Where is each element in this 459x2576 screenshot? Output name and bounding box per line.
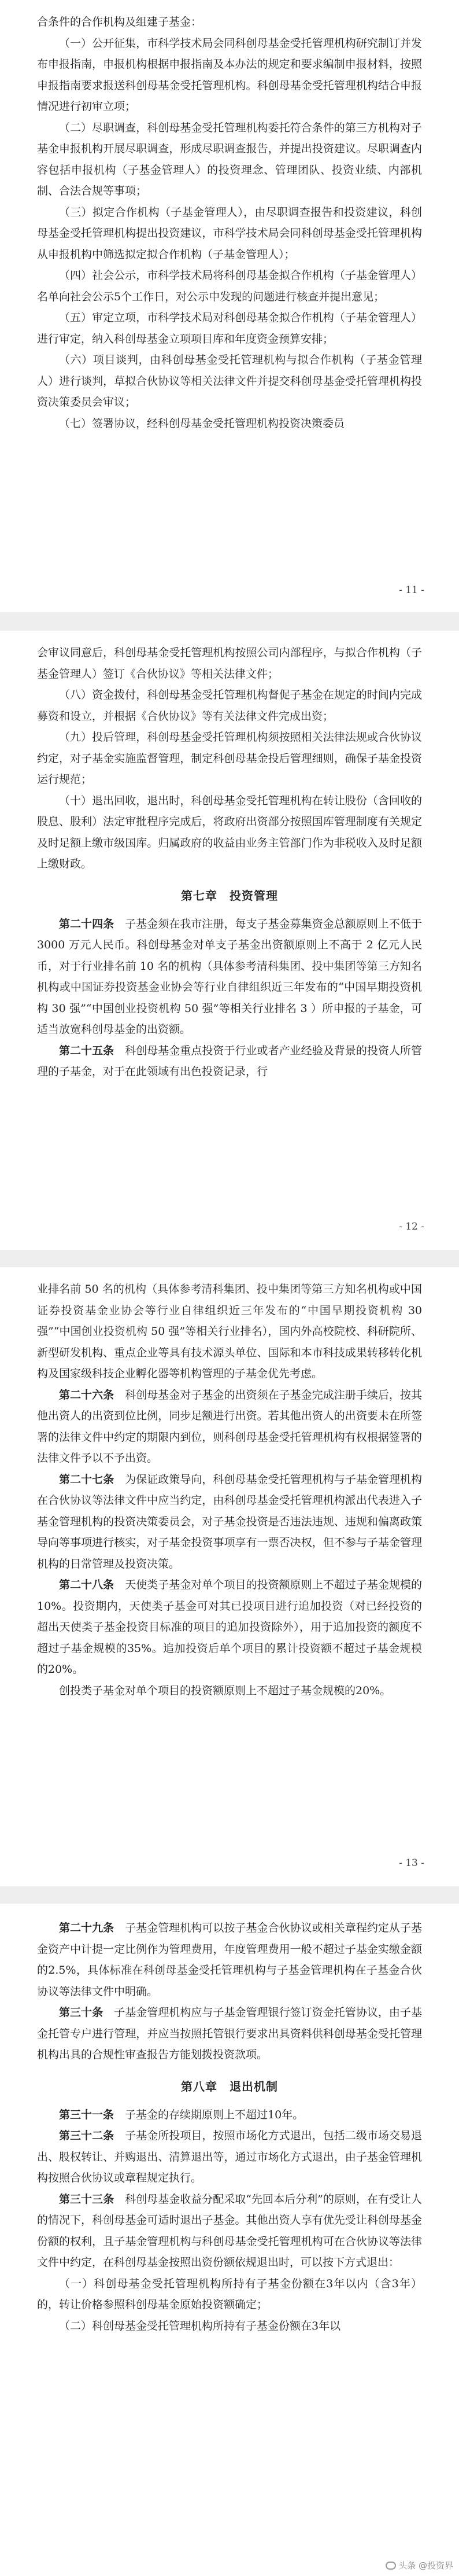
- page-number: - 13 -: [399, 1857, 424, 1869]
- paragraph: [37, 33, 422, 117]
- paragraph: [37, 790, 422, 875]
- paragraph: [37, 914, 422, 1040]
- paragraph: [37, 1680, 422, 1702]
- paragraph-text: 科创母基金对子基金的出资须在子基金完成注册手续后，按其他出资人的出资到位比例，同步足额进行出资。若其他出资人的出资要未在所签署的法律文件中约定的期限内到位，则科创母基金受托管理机构有权根据签署的法律文件予以不予出资。: [37, 1388, 422, 1464]
- paragraph-text: （一）公开征集，市科学技术局会同科创母基金受托管理机构研究制订并发布申报指南，申报机构根据申报指南及本办法的规定和要求编制申报材料，按照申报指南要求报送科创母基金受托管理机构。科创母基金受托管理机构结合申报情况进行初审立项；: [37, 36, 422, 113]
- page-4-body: [37, 1918, 422, 2336]
- paragraph: [37, 1469, 422, 1575]
- paragraph-text: （二）尽职调查，科创母基金受托管理机构委托符合条件的第三方机构对子基金申报机构开展尽职调查，形成尽职调查报告，并提出投资建议。尽职调查内容包括申报机构（子基金管理人）的投资理念、管理团队、投资业绩、内部机制、合法合规等事项；: [37, 121, 422, 197]
- paragraph-text: （十）退出回收，退出时，科创母基金受托管理机构在转让股份（含回收的股息、股利）法定审批程序完成后，将政府出资部分按照国库管理制度有关规定及时足额上缴市级国库。归属政府的收益由业务主管部门作为非税收入及时足额上缴财政。: [37, 794, 422, 870]
- paragraph-text: （五）审定立项，市科学技术局对科创母基金拟合作机构（子基金管理人）进行审定，纳入科创母基金立项项目库和年度资金预算安排；: [37, 311, 422, 345]
- paragraph-text: 子基金的存续期原则上不超过10年。: [125, 2108, 304, 2121]
- paragraph-text: 科创母基金收益分配采取“先回本后分利”的原则，在有受让人的情况下，科创母基金可适时退出子基金。其他出资人享有优先受让科创母基金份额的权利，且子基金管理机构与科创母基金受托管理机构可在合伙协议等法律文件中约定，在科创母基金按照出资份额依规退出时，可以按下方式退出：: [37, 2192, 422, 2269]
- paragraph-text: 子基金所投项目，按照市场化方式退出，包括二级市场交易退出、股权转让、并购退出、清算退出等，通过市场化方式退出，由子基金管理机构按照合伙协议或章程规定执行。: [37, 2129, 422, 2184]
- paragraph: [37, 265, 422, 307]
- paragraph-text: 业排名前 50 名的机构（具体参考清科集团、投中集团等第三方知名机构或中国证券投资基金业协会等行业自律组织近三年发布的“中国早期投资机构 30 强”“中国创业投资机构 50 强”等相关行业排名），国内外高校院校、科研院所、新型研发机构、重点企业等具有技术源头单位、国际和本市科技成果转移转化机构及国家级科技企业孵化器等机构管理的子基金优先考虑。: [37, 1283, 422, 1380]
- paragraph: [37, 2125, 422, 2189]
- paragraph-text: 创投类子基金对单个项目的投资额原则上不超过子基金规模的20%。: [59, 1684, 391, 1697]
- article-label: 第三十三条: [59, 2192, 114, 2206]
- paragraph: [37, 642, 422, 685]
- paragraph-text: （九）投后管理，科创母基金受托管理机构须按照相关法律法规或合伙协议约定，对子基金实施监督管理，制定科创母基金投后管理细则，确保子基金投资运行规范；: [37, 731, 422, 786]
- chapter-heading: 第七章 投资管理: [181, 888, 278, 903]
- paragraph: [37, 202, 422, 266]
- paragraph-text: 子基金须在我市注册，每支子基金募集资金总额原则上不低于 3000 万元人民币。科创母基金对单支子基金出资额原则上不高于 2 亿元人民币，对于行业排名前 10 名的机构（具体参考清科集团、投中集团等第三方知名机构或中国证券投资基金业协会等行业自律组织近三年发布的“中国早期投资机构 30 强”“中国创业投资机构 50 强”等相关行业排名 3 ）所申报的子基金，可适当放宽科创母基金的出资额。: [37, 917, 422, 1036]
- paragraph-text: （八）资金拨付，科创母基金受托管理机构督促子基金在规定的时间内完成募资和设立，并根据《合伙协议》等有关法律文件完成出资；: [37, 689, 422, 723]
- paragraph: [37, 2002, 422, 2066]
- paragraph-text: （七）签署协议，经科创母基金受托管理机构投资决策委员: [59, 417, 345, 430]
- page-1-body: [37, 12, 422, 434]
- page-number: - 11 -: [399, 584, 424, 596]
- paragraph-text: （三）拟定合作机构（子基金管理人），由尽职调查报告和投资建议，科创母基金受托管理机构提出投资建议，市科学技术局会同科创母基金受托管理机构从申报机构中筛选拟定拟合作机构（子基金管理人）；: [37, 205, 422, 261]
- paragraph: [37, 2316, 422, 2337]
- paragraph: [37, 117, 422, 202]
- article-label: 第二十四条: [59, 917, 114, 930]
- paragraph: [37, 12, 422, 33]
- paragraph: [37, 1918, 422, 2002]
- paragraph: [37, 1574, 422, 1680]
- document-page-4: [0, 1904, 459, 2576]
- paragraph-text: 子基金管理机构应与子基金管理银行签订资金托管协议，由子基金托管专户进行管理，并应当按照托管银行要求出具资料供科创母基金受托管理机构出具的合规性审查报告方能划拨投资款项。: [37, 2006, 422, 2061]
- page-number: - 12 -: [399, 1221, 424, 1232]
- watermark: [386, 2559, 453, 2571]
- paragraph-text: （二）科创母基金受托管理机构所持有子基金份额在3年以: [59, 2319, 341, 2332]
- paragraph-text: （四）社会公示，市科学技术局将科创母基金拟合作机构（子基金管理人）名单向社会公示5个工作日，对公示中发现的问题进行核查并提出意见；: [37, 269, 422, 303]
- paragraph-text: （一）科创母基金受托管理机构所持有子基金份额在3年以内（含3年）的，转让价格参照科创母基金原始投资额确定；: [37, 2277, 422, 2311]
- paragraph-text: （六）项目谈判，由科创母基金受托管理机构与拟合作机构（子基金管理人）进行谈判，草拟合伙协议等相关法律文件并提交科创母基金受托管理机构投资决策委员会审议；: [37, 354, 422, 409]
- document-page-1: [0, 0, 459, 612]
- page-3-body: [37, 1279, 422, 1701]
- paragraph: [37, 1385, 422, 1469]
- page-2-body: [37, 642, 422, 1083]
- document-page-2: [0, 631, 459, 1250]
- paragraph: [37, 413, 422, 435]
- paragraph-text: 子基金管理机构可以按子基金合伙协议或相关章程约定从子基金资产中计提一定比例作为管理费用，年度管理费用一般不超过子基金实缴金额的2.5%，具体标准在科创母基金受托管理机构与子基金管理机构在子基金合伙协议等法律文件中明确。: [37, 1922, 422, 1998]
- eye-icon: [386, 2562, 396, 2570]
- article-label: 第三十一条: [59, 2108, 114, 2121]
- article-label: 第三十二条: [59, 2129, 114, 2142]
- article-label: 第二十六条: [59, 1388, 114, 1401]
- article-label: 第三十条: [59, 2006, 103, 2019]
- document-page-3: [0, 1267, 459, 1886]
- paragraph: [37, 1279, 422, 1385]
- chapter-heading: 第八章 退出机制: [181, 2079, 278, 2093]
- paragraph-text: 合条件的合作机构及组建子基金：: [37, 16, 202, 28]
- watermark-text: 头条 @投资界: [398, 2560, 453, 2571]
- paragraph: [37, 349, 422, 413]
- paragraph-text: 为保证政策导向，科创母基金受托管理机构与子基金管理机构在合伙协议等法律文件中应当约定，由科创母基金受托管理机构派出代表进入子基金管理机构的投资决策委员会，对子基金投资是否违法违规、违规和偏离政策导向等事项进行核实，对子基金投资事项享有一票否决权，但不参与子基金管理机构的日常管理及投资决策。: [37, 1473, 422, 1570]
- paragraph: [37, 2189, 422, 2273]
- paragraph: [37, 685, 422, 727]
- paragraph-text: 天使类子基金对单个项目的投资额原则上不超过子基金规模的10%。投资期内，天使类子基金可对其已投项目进行追加投资（对已经投资的超出天使类子基金投资目标准的项目的追加投资除外），用于追加投资的额度不超过子基金规模的35%。追加投资后单个项目的累计投资额不超过子基金规模的20%。: [37, 1578, 422, 1676]
- paragraph: [37, 727, 422, 790]
- article-label: 第二十五条: [59, 1044, 114, 1057]
- article-label: 第二十七条: [59, 1473, 114, 1486]
- paragraph: [37, 2273, 422, 2316]
- article-label: 第二十九条: [59, 1922, 114, 1934]
- paragraph: [37, 1040, 422, 1083]
- paragraph-text: 会审议同意后，科创母基金受托管理机构按照公司内部程序，与拟合作机构（子基金管理人）签订《合伙协议》等相关法律文件；: [37, 646, 422, 680]
- paragraph: [37, 2104, 422, 2126]
- paragraph-text: 科创母基金重点投资于行业或者产业经验及背景的投资人所管理的子基金，对于在此领域有出色投资记录，行: [37, 1044, 422, 1078]
- paragraph: [37, 307, 422, 349]
- article-label: 第二十八条: [59, 1578, 114, 1591]
